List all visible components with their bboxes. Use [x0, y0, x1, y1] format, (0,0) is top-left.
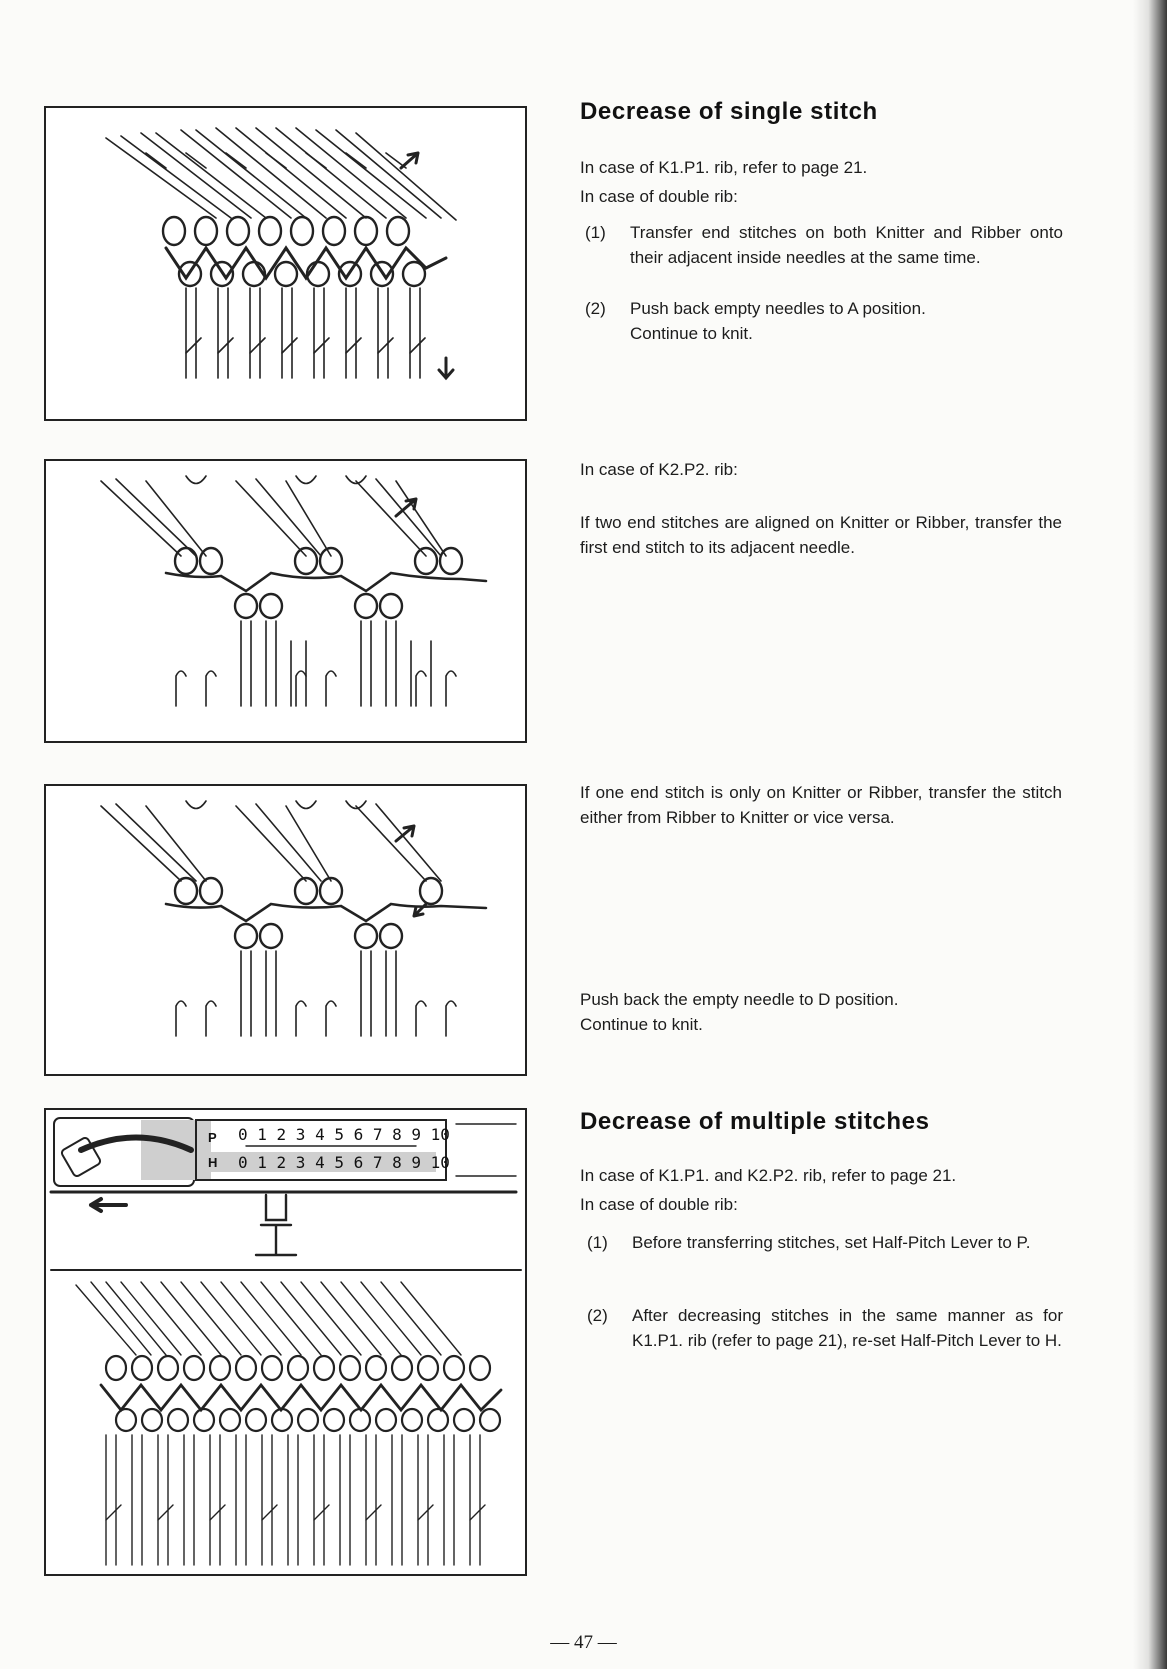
step-text: Push back empty needles to A position. — [630, 299, 926, 318]
needles — [186, 288, 425, 378]
step-number: (1) — [587, 1233, 608, 1252]
lower-loops — [235, 924, 402, 948]
aligned-text: If two end stitches are aligned on Knitter or Ribber, transfer the first end stitch to its adjacent needle. — [580, 513, 1062, 557]
one-end-text: If one end stitch is only on Knitter or Ribber, transfer the stitch either from Ribber to Knitter or vice versa. — [580, 783, 1062, 827]
step-text: Before transferring stitches, set Half-Pitch Lever to P. — [632, 1233, 1031, 1252]
single-step2 — [585, 296, 1063, 346]
page-number: — 47 — — [550, 1632, 617, 1653]
k2p2-heading — [580, 457, 1062, 482]
step-number: (2) — [585, 299, 606, 318]
double-rib-label: In case of double rib: — [580, 187, 738, 206]
step-number: (1) — [585, 223, 606, 242]
single-step1 — [585, 220, 1063, 270]
step-text: After decreasing stitches in the same manner as for K1.P1. rib (refer to page 21), re-set Half-Pitch Lever to H. — [632, 1306, 1063, 1350]
dial-h-scale: 0 1 2 3 4 5 6 7 8 9 10 — [238, 1153, 450, 1172]
k1p1-k2p2-reference: In case of K1.P1. and K2.P2. rib, refer to page 21. — [580, 1166, 957, 1185]
push-back — [580, 987, 1062, 1037]
page-edge-shadow — [1133, 0, 1167, 1669]
transfer-arrow-up-icon — [401, 153, 418, 168]
step-text: Transfer end stitches on both Knitter and Ribber onto their adjacent inside needles at the same time. — [630, 223, 1063, 267]
zigzag-yarn — [101, 1385, 501, 1410]
yarn-strands — [101, 476, 446, 556]
figure-single-stitch-double-rib — [44, 106, 527, 421]
transfer-arrow-down-icon — [439, 358, 453, 378]
yarn-strands — [106, 128, 456, 220]
upper-loops — [106, 1356, 490, 1380]
dial-p-label: P — [208, 1130, 217, 1145]
multiple-ref — [580, 1163, 1062, 1217]
lever-arrow-icon — [91, 1199, 126, 1211]
double-rib-label: In case of double rib: — [580, 1195, 738, 1214]
figure-multiple-stitches — [44, 1108, 527, 1576]
k2p2-aligned — [580, 510, 1062, 560]
push-back-text: Push back the empty needle to D position. — [580, 990, 899, 1009]
figure-one-end-stitch — [44, 784, 527, 1076]
section-title: Decrease of multiple stitches — [580, 1108, 930, 1135]
figure-k2p2-aligned — [44, 459, 527, 743]
upper-loops — [175, 878, 442, 904]
section-multiple-stitches — [580, 1108, 1062, 1136]
needles — [176, 621, 456, 706]
connecting-yarn — [166, 573, 486, 591]
needles — [106, 1435, 485, 1565]
needles — [176, 951, 456, 1036]
single-ref — [580, 155, 1062, 209]
multiple-step2 — [587, 1303, 1063, 1353]
continue-text: Continue to knit. — [580, 1015, 703, 1034]
yarn-strands — [101, 801, 441, 881]
k2p2-label: In case of K2.P2. rib: — [580, 460, 738, 479]
one-end-stitch — [580, 780, 1062, 830]
step-text-continue: Continue to knit. — [630, 324, 753, 343]
section-title: Decrease of single stitch — [580, 98, 878, 125]
multiple-step1 — [587, 1230, 1063, 1255]
connecting-yarn — [166, 904, 486, 921]
yarn-strands — [76, 1282, 461, 1355]
upper-loops — [163, 217, 409, 245]
lower-loops — [116, 1409, 500, 1431]
dial-h-label: H — [208, 1155, 218, 1170]
dial-p-scale: 0 1 2 3 4 5 6 7 8 9 10 — [238, 1125, 450, 1144]
lower-loops — [235, 594, 402, 618]
step-number: (2) — [587, 1306, 608, 1325]
k1p1-reference: In case of K1.P1. rib, refer to page 21. — [580, 158, 868, 177]
section-single-stitch — [580, 98, 1062, 126]
